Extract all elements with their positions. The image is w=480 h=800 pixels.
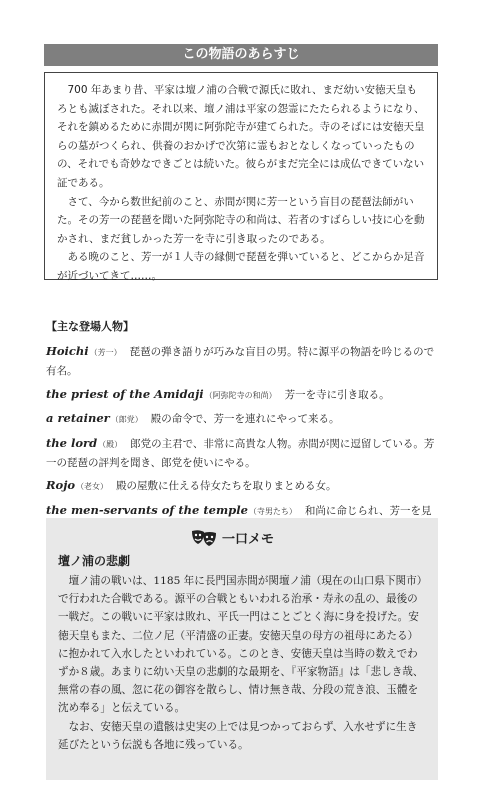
memo-paragraph: 壇ノ浦の戦いは、1185 年に長門国赤間が関壇ノ浦（現在の山口県下関市）で行われた合戦である。源平の合戦ともいわれる治承・寿永の乱の、最後の一戦だ。この戦いに平家は敗れ、平氏一門はことごとく海に身を投げた。安徳天皇もまた、二位ノ尼（平清盛の正妻。安徳天皇の母方の祖母にあたる）に抱かれて入水したといわれている。このとき、安徳天皇は当時の数えでわずか８歳。あまりに幼い天皇の悲劇的な最期を、『平家物語』は「悲しき哉、無常の春の風、忽に花の御容を散らし、情け無き哉、分段の荒き浪、玉體を沈め奉る」と伝えている。 [58,575,424,715]
cast-desc: 殿の屋敷に仕える侍女たちを取りまとめる女。 [116,480,337,493]
memo-title: 一口メモ [222,532,275,547]
synopsis-paragraph: ある晩のこと、芳一が１人寺の縁側で琵琶を弾いていると、どこからか足音が近づいてきて……。 [57,251,425,282]
memo-box [46,518,438,780]
cast-item [46,385,438,405]
theater-masks-icon [190,529,218,547]
cast-item [46,409,438,429]
memo-paragraph: なお、安徳天皇の遺骸は史実の上では見つかっておらず、入水せずに生き延びたという伝説も各地に残っている。 [58,720,418,751]
cast-name: a retainer [46,411,110,426]
cast-jp-name: （老女） [76,482,109,492]
cast-item [46,434,438,473]
cast-list [46,342,438,544]
cast-item [46,476,438,496]
cast-jp-name: （阿弥陀寺の和尚） [204,390,277,400]
cast-name: the priest of the Amidaji [46,386,204,401]
cast-item [46,342,438,381]
memo-subtitle: 壇ノ浦の悲劇 [58,554,131,568]
cast-name: Rojo [46,478,76,493]
cast-jp-name: （芳一） [89,348,122,357]
cast-desc: 芳一を寺に引き取る。 [284,388,390,401]
synopsis-paragraph: さて、今から数世紀前のこと、赤間が関に芳一という盲目の琵琶法師がいた。その芳一の琵琶を聞いた阿弥陀寺の和尚は、若者のすばらしい技に心を動かされ、まだ貧しかった芳一を寺に引き取ったのである。 [57,195,425,245]
cast-desc: 和尚に命じられ、芳一を見 [304,504,432,517]
synopsis-header: この物語のあらすじ [44,44,438,66]
memo-header [190,528,274,547]
cast-jp-name: （殿） [98,439,123,449]
cast-name: the lord [46,435,98,450]
synopsis-box [44,72,438,280]
cast-desc: 殿の命令で、芳一を連れにやって来る。 [150,413,340,426]
cast-name: Hoichi [46,344,89,358]
synopsis-paragraph: 700 年あまり昔、平家は壇ノ浦の合戦で源氏に敗れ、まだ幼い安徳天皇もろとも滅ぼされた。それ以来、壇ノ浦は平家の怨霊にたたられるようになり、それを鎮めるために赤間が関に阿弥陀寺が建てられた。寺のそばには安徳天皇らの墓がつくられ、供養のおかげで次第に霊もおとなしくなっていったものの、それでも奇妙なできごとは続いた。彼らがまだ完全には成仏できていない証である。 [57,84,425,189]
cast-desc: 琵琶の弾き語りが巧みな盲目の男。特に源平の物語を吟じるので有名。 [46,346,435,378]
cast-jp-name: （郎党） [110,415,143,425]
cast-jp-name: （寺男たち） [248,506,297,516]
memo-body [58,572,426,754]
cast-desc: 郎党の主君で、非常に高貴な人物。赤間が関に逗留している。芳一の琵琶の評判を聞き、郎党を使いにやる。 [46,437,435,470]
cast-name: the men-servants of the temple [46,502,248,517]
cast-title: 【主な登場人物】 [46,320,134,333]
